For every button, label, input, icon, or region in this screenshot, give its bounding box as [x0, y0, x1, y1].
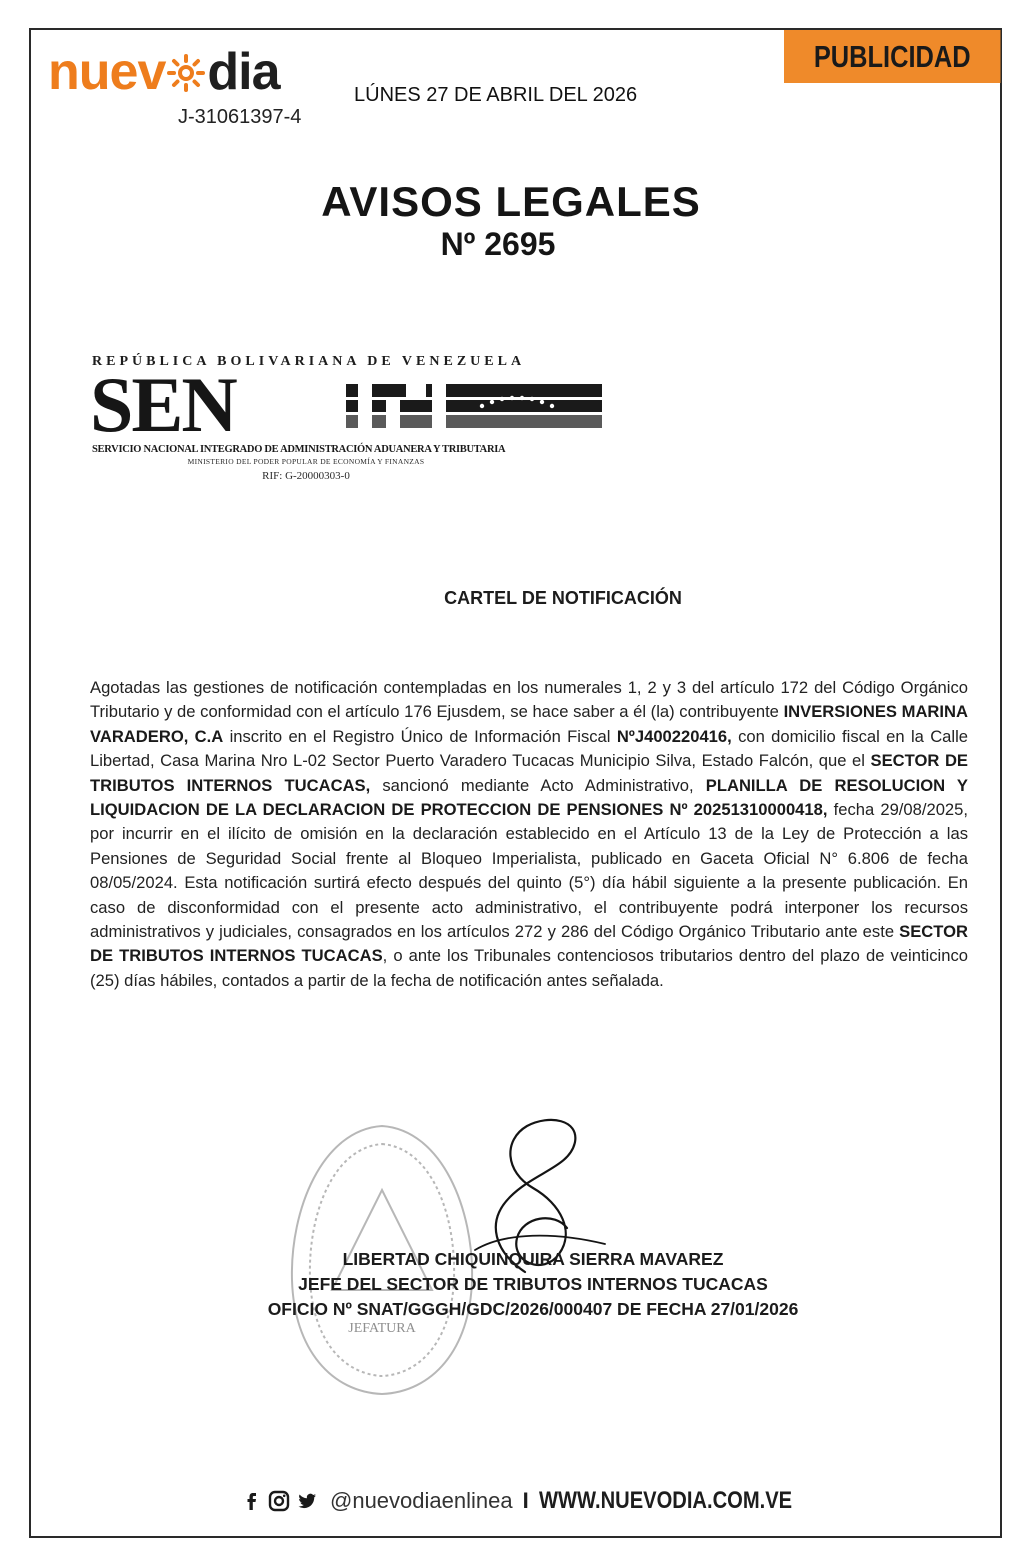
footer-separator: I: [522, 1488, 529, 1513]
masthead-logo: [48, 43, 280, 101]
ministry-name: MINISTERIO DEL PODER POPULAR DE ECONOMÍA Y FINANZAS: [187, 457, 425, 466]
stamp-label: JEFATURA: [348, 1321, 416, 1336]
footer: [240, 1484, 840, 1518]
seniat-rif: RIF: G-20000303-0: [262, 470, 350, 482]
administrative-act: PLANILLA DE RESOLUCION Y LIQUIDACION DE LA DECLARACION DE PROTECCION DE PENSIONES Nº 20251310000418,: [90, 775, 968, 820]
seniat-full-name: SERVICIO NACIONAL INTEGRADO DE ADMINISTRACIÓN ADUANERA Y TRIBUTARIA: [92, 444, 506, 455]
signature-block: [0, 1247, 1026, 1322]
signatory-office: OFICIO Nº SNAT/GGGH/GDC/2026/000407 DE FECHA 27/01/2026: [267, 1299, 799, 1319]
seniat-wordmark-left: SEN: [90, 361, 236, 448]
facebook-icon[interactable]: [240, 1490, 262, 1512]
issue-number: Nº 2695: [440, 226, 556, 262]
body-text-6: , o ante los Tribunales contenciosos tributarios dentro del plazo de veinticinco (25) días hábiles, contados a partir de la fecha de notificación antes señalada.: [90, 946, 968, 990]
section-title: AVISOS LEGALES: [321, 178, 701, 225]
sun-icon: [166, 53, 206, 93]
body-text-2: inscrito en el Registro Único de Información Fiscal: [223, 726, 617, 746]
seniat-logo: [86, 354, 526, 482]
signatory-role: JEFE DEL SECTOR DE TRIBUTOS INTERNOS TUCACAS: [298, 1274, 768, 1294]
publication-date: LÚNES 27 DE ABRIL DEL 2026: [354, 84, 638, 106]
republic-name: REPÚBLICA BOLIVARIANA DE VENEZUELA: [92, 354, 526, 369]
website-link[interactable]: WWW.NUEVODIA.COM.VE: [538, 1487, 792, 1514]
brand-right: dia: [207, 43, 280, 101]
seniat-flag-graphic: [346, 382, 602, 430]
twitter-icon[interactable]: [296, 1490, 318, 1512]
brand-left: nuev: [48, 43, 166, 101]
taxpayer-rif: NºJ400220416,: [616, 726, 732, 746]
body-text-5: fecha 29/08/2025, por incurrir en el ilícito de omisión en la declaración establecido en el Artículo 13 de la Ley de Protección a las Pensiones de Seguridad Social frente al Bloqueo Imperialista, publicado en Gaceta Oficial N° 6.806 de fecha 08/05/2024. Esta notificación surtirá efecto después del quinto (5°) día hábil siguiente a la presente publicación. En caso de disconformidad con el presente acto administrativo, el contribuyente podrá interponer los recursos administrativos y judiciales, consagrados en los artículos 272 y 286 del Código Orgánico Tributario ante este: [90, 800, 969, 942]
tax-sector-repeat: SECTOR DE TRIBUTOS INTERNOS TUCACAS: [90, 922, 968, 966]
body-text-1: Agotadas las gestiones de notificación contempladas en los numerales 1, 2 y 3 del artículo 172 del Código Orgánico Tributario y de conformidad con el artículo 176 Ejusdem, se hace saber a él (la) contribuyente: [90, 678, 968, 722]
tax-sector: SECTOR DE TRIBUTOS INTERNOS TUCACAS,: [90, 751, 968, 795]
instagram-icon[interactable]: [268, 1490, 290, 1512]
body-text-4: sancionó mediante Acto Administrativo,: [370, 775, 706, 795]
taxpayer-name: INVERSIONES MARINA VARADERO, C.A: [90, 702, 968, 746]
publicidad-badge: PUBLICIDAD: [784, 30, 1000, 83]
notice-body: [90, 676, 968, 993]
notice-title: CARTEL DE NOTIFICACIÓN: [444, 588, 682, 608]
social-handle[interactable]: @nuevodiaenlinea: [330, 1488, 513, 1513]
body-text-3: con domicilio fiscal en la Calle Libertad, Casa Marina Nro L-02 Sector Puerto Varadero Tucacas Municipio Silva, Estado Falcón, que el: [90, 726, 969, 771]
newspaper-rif: J-31061397-4: [178, 106, 302, 128]
signatory-name: LIBERTAD CHIQUINQUIRA SIERRA MAVAREZ: [342, 1249, 724, 1269]
